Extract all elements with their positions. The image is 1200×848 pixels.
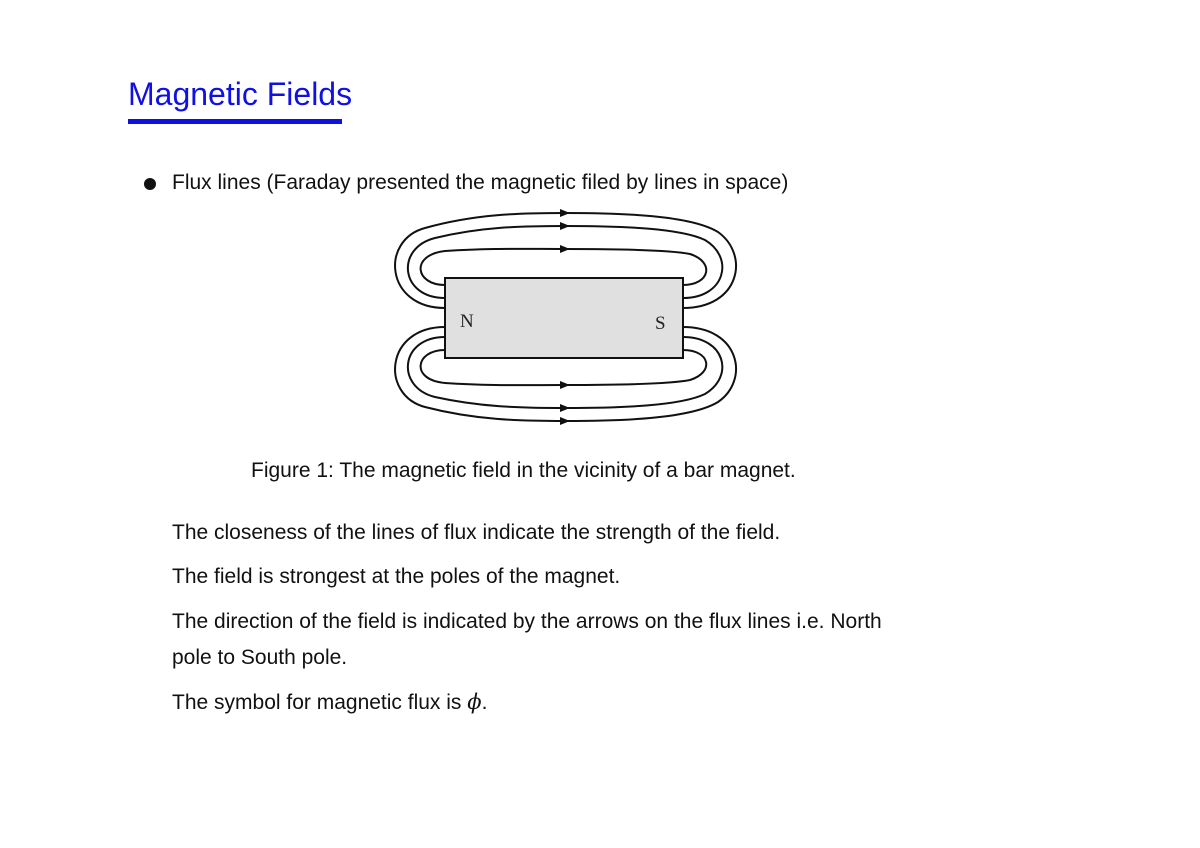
symbol-end: . (481, 691, 488, 714)
north-pole-label: N (460, 311, 474, 332)
figure-caption: Figure 1: The magnetic field in the vicinity of a bar magnet. (251, 459, 796, 482)
symbol-text: The symbol for magnetic flux is (172, 691, 468, 714)
paragraph: The direction of the field is indicated by the arrows on the flux lines i.e. North (172, 610, 882, 633)
page-title: Magnetic Fields (128, 76, 353, 112)
south-pole-label: S (655, 313, 666, 334)
paragraph: pole to South pole. (172, 646, 348, 669)
paragraph: The closeness of the lines of flux indicate the strength of the field. (172, 521, 781, 544)
paragraph: The field is strongest at the poles of the magnet. (172, 565, 621, 588)
phi-symbol: ϕ (467, 690, 482, 714)
bar-magnet (445, 278, 683, 358)
bullet-text: Flux lines (Faraday presented the magnetic filed by lines in space) (172, 171, 789, 194)
paragraph (172, 690, 487, 715)
